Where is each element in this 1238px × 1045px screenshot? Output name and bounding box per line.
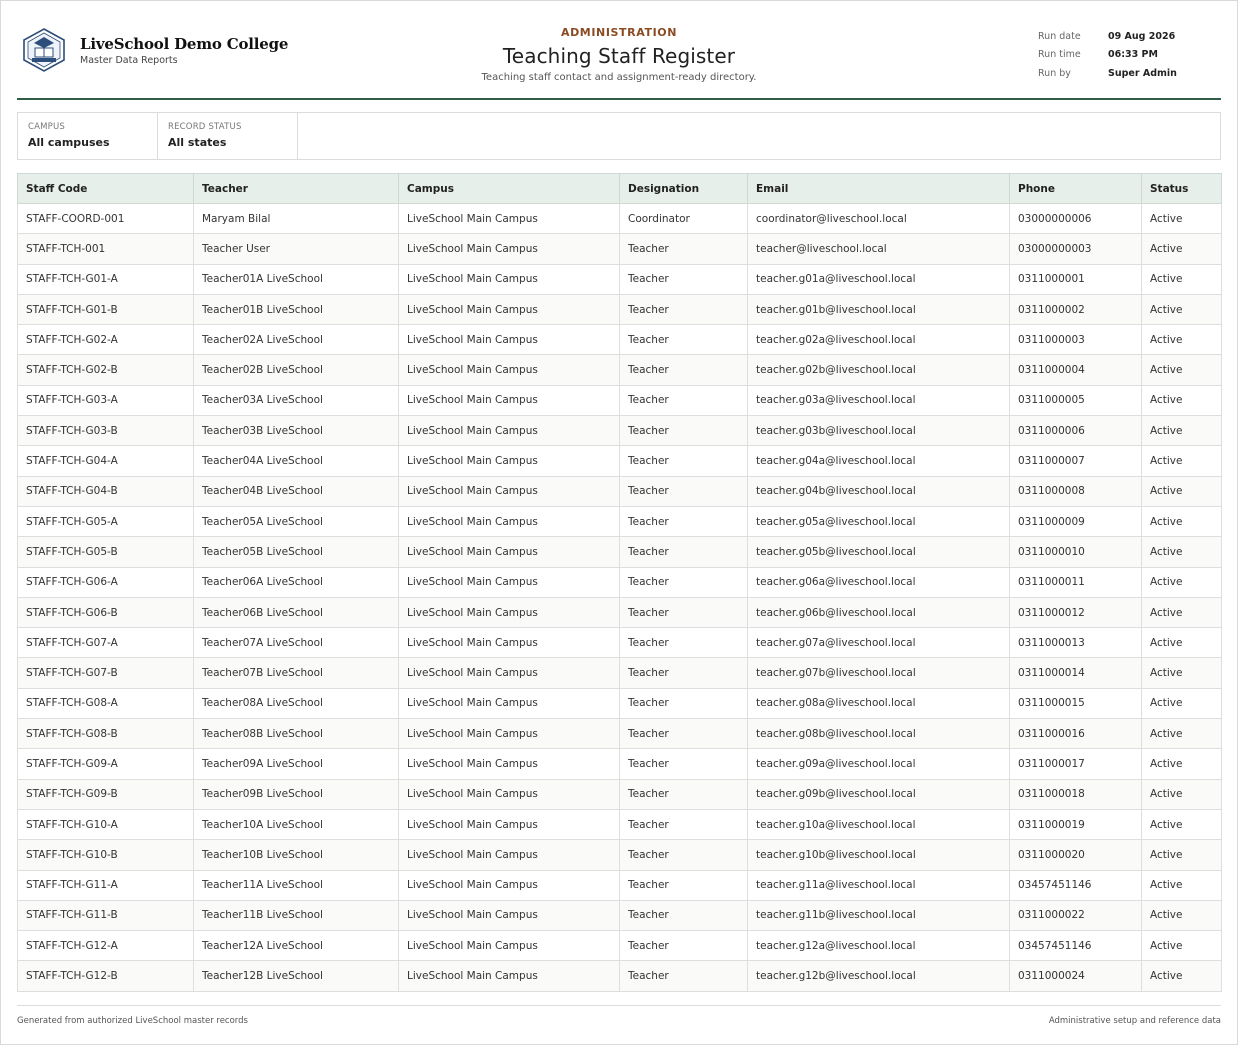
cell-designation: Teacher [620,416,748,446]
cell-email: teacher.g06a@liveschool.local [748,567,1010,597]
cell-designation: Teacher [620,597,748,627]
cell-teacher: Teacher06A LiveSchool [194,567,399,597]
cell-teacher: Teacher02B LiveSchool [194,355,399,385]
cell-staff-code: STAFF-TCH-G06-B [18,597,194,627]
cell-staff-code: STAFF-TCH-G10-B [18,840,194,870]
cell-staff-code: STAFF-TCH-G02-A [18,325,194,355]
cell-designation: Teacher [620,779,748,809]
report-header [17,0,1221,100]
run-by-value: Super Admin [1108,67,1177,79]
cell-campus: LiveSchool Main Campus [399,204,620,234]
cell-email: teacher.g05a@liveschool.local [748,506,1010,536]
cell-status: Active [1142,446,1222,476]
cell-email: teacher.g08a@liveschool.local [748,688,1010,718]
cell-phone: 0311000008 [1010,476,1142,506]
cell-status: Active [1142,355,1222,385]
cell-status: Active [1142,597,1222,627]
cell-status: Active [1142,900,1222,930]
cell-email: teacher.g11a@liveschool.local [748,870,1010,900]
run-by-label: Run by [1038,67,1071,79]
run-time-value: 06:33 PM [1108,49,1158,61]
cell-email: teacher.g11b@liveschool.local [748,900,1010,930]
table-row [18,567,1222,597]
cell-email: teacher.g10a@liveschool.local [748,809,1010,839]
cell-status: Active [1142,840,1222,870]
cell-staff-code: STAFF-TCH-G03-A [18,385,194,415]
cell-staff-code: STAFF-TCH-G03-B [18,416,194,446]
table-row [18,325,1222,355]
table-row [18,355,1222,385]
cell-status: Active [1142,416,1222,446]
staff-table [17,173,1222,992]
column-header-phone: Phone [1010,174,1142,204]
cell-designation: Teacher [620,446,748,476]
cell-status: Active [1142,567,1222,597]
cell-teacher: Teacher08B LiveSchool [194,719,399,749]
cell-campus: LiveSchool Main Campus [399,961,620,991]
column-header-teacher: Teacher [194,174,399,204]
section-kicker: ADMINISTRATION [560,26,678,39]
cell-phone: 0311000003 [1010,325,1142,355]
table-row [18,961,1222,991]
table-row [18,779,1222,809]
cell-status: Active [1142,658,1222,688]
cell-teacher: Teacher04B LiveSchool [194,476,399,506]
cell-phone: 0311000010 [1010,537,1142,567]
run-date-label: Run date [1038,30,1081,42]
cell-teacher: Teacher08A LiveSchool [194,688,399,718]
cell-staff-code: STAFF-TCH-G05-B [18,537,194,567]
cell-email: teacher@liveschool.local [748,234,1010,264]
campus-filter-label: CAMPUS [28,122,66,132]
footer-category-note: Administrative setup and reference data [1048,1016,1221,1026]
cell-staff-code: STAFF-TCH-G06-A [18,567,194,597]
table-row [18,749,1222,779]
cell-status: Active [1142,204,1222,234]
cell-designation: Teacher [620,840,748,870]
cell-phone: 0311000015 [1010,688,1142,718]
cell-phone: 0311000001 [1010,264,1142,294]
table-row [18,840,1222,870]
cell-teacher: Teacher05B LiveSchool [194,537,399,567]
column-header-campus: Campus [399,174,620,204]
cell-phone: 03457451146 [1010,870,1142,900]
cell-designation: Teacher [620,628,748,658]
cell-email: teacher.g02a@liveschool.local [748,325,1010,355]
cell-designation: Teacher [620,567,748,597]
cell-phone: 0311000013 [1010,628,1142,658]
cell-phone: 0311000006 [1010,416,1142,446]
table-row [18,446,1222,476]
table-row [18,628,1222,658]
cell-teacher: Teacher03A LiveSchool [194,385,399,415]
cell-designation: Teacher [620,325,748,355]
table-row [18,476,1222,506]
cell-teacher: Teacher12A LiveSchool [194,931,399,961]
cell-staff-code: STAFF-TCH-G01-B [18,294,194,324]
org-name: LiveSchool Demo College [80,35,289,53]
cell-status: Active [1142,385,1222,415]
cell-campus: LiveSchool Main Campus [399,900,620,930]
record-status-filter-value: All states [168,136,227,149]
cell-phone: 0311000017 [1010,749,1142,779]
cell-teacher: Teacher07A LiveSchool [194,628,399,658]
cell-status: Active [1142,325,1222,355]
cell-designation: Teacher [620,961,748,991]
table-row [18,719,1222,749]
cell-designation: Teacher [620,476,748,506]
cell-phone: 03000000006 [1010,204,1142,234]
cell-designation: Teacher [620,749,748,779]
cell-staff-code: STAFF-TCH-G11-A [18,870,194,900]
table-row [18,506,1222,536]
cell-status: Active [1142,264,1222,294]
cell-teacher: Teacher01B LiveSchool [194,294,399,324]
cell-teacher: Teacher03B LiveSchool [194,416,399,446]
cell-campus: LiveSchool Main Campus [399,294,620,324]
run-date-row [1038,27,1177,46]
cell-campus: LiveSchool Main Campus [399,325,620,355]
cell-campus: LiveSchool Main Campus [399,658,620,688]
cell-status: Active [1142,931,1222,961]
table-row [18,900,1222,930]
table-row [18,870,1222,900]
cell-email: teacher.g05b@liveschool.local [748,537,1010,567]
cell-email: coordinator@liveschool.local [748,204,1010,234]
cell-phone: 0311000011 [1010,567,1142,597]
cell-staff-code: STAFF-TCH-G09-B [18,779,194,809]
cell-designation: Teacher [620,264,748,294]
cell-staff-code: STAFF-TCH-G12-A [18,931,194,961]
cell-email: teacher.g12a@liveschool.local [748,931,1010,961]
cell-designation: Teacher [620,294,748,324]
cell-teacher: Teacher04A LiveSchool [194,446,399,476]
cell-campus: LiveSchool Main Campus [399,597,620,627]
cell-email: teacher.g07a@liveschool.local [748,628,1010,658]
cell-designation: Teacher [620,355,748,385]
table-row [18,416,1222,446]
table-row [18,597,1222,627]
cell-status: Active [1142,234,1222,264]
cell-campus: LiveSchool Main Campus [399,234,620,264]
cell-phone: 03457451146 [1010,931,1142,961]
cell-status: Active [1142,628,1222,658]
cell-email: teacher.g08b@liveschool.local [748,719,1010,749]
cell-email: teacher.g09b@liveschool.local [748,779,1010,809]
cell-phone: 0311000014 [1010,658,1142,688]
cell-phone: 0311000020 [1010,840,1142,870]
cell-phone: 0311000018 [1010,779,1142,809]
cell-campus: LiveSchool Main Campus [399,809,620,839]
cell-teacher: Teacher05A LiveSchool [194,506,399,536]
footer-source-note: Generated from authorized LiveSchool master records [17,1016,248,1026]
cell-email: teacher.g04a@liveschool.local [748,446,1010,476]
cell-designation: Teacher [620,870,748,900]
run-by-row [1038,64,1177,83]
cell-email: teacher.g07b@liveschool.local [748,658,1010,688]
cell-staff-code: STAFF-TCH-G07-A [18,628,194,658]
table-row [18,385,1222,415]
cell-campus: LiveSchool Main Campus [399,719,620,749]
cell-teacher: Maryam Bilal [194,204,399,234]
cell-teacher: Teacher10A LiveSchool [194,809,399,839]
cell-teacher: Teacher11A LiveSchool [194,870,399,900]
cell-campus: LiveSchool Main Campus [399,537,620,567]
run-date-value: 09 Aug 2026 [1108,30,1176,42]
cell-campus: LiveSchool Main Campus [399,416,620,446]
cell-designation: Teacher [620,385,748,415]
cell-staff-code: STAFF-TCH-G01-A [18,264,194,294]
report-footer [17,1005,1221,1026]
column-header-designation: Designation [620,174,748,204]
cell-phone: 0311000004 [1010,355,1142,385]
cell-staff-code: STAFF-TCH-G05-A [18,506,194,536]
cell-email: teacher.g03a@liveschool.local [748,385,1010,415]
cell-staff-code: STAFF-TCH-G08-B [18,719,194,749]
cell-email: teacher.g10b@liveschool.local [748,840,1010,870]
cell-status: Active [1142,294,1222,324]
cell-teacher: Teacher06B LiveSchool [194,597,399,627]
cell-phone: 0311000024 [1010,961,1142,991]
cell-email: teacher.g06b@liveschool.local [748,597,1010,627]
cell-status: Active [1142,719,1222,749]
cell-status: Active [1142,537,1222,567]
cell-campus: LiveSchool Main Campus [399,749,620,779]
cell-phone: 0311000005 [1010,385,1142,415]
cell-designation: Teacher [620,506,748,536]
cell-teacher: Teacher10B LiveSchool [194,840,399,870]
cell-teacher: Teacher12B LiveSchool [194,961,399,991]
cell-status: Active [1142,749,1222,779]
cell-teacher: Teacher User [194,234,399,264]
cell-designation: Teacher [620,809,748,839]
cell-phone: 0311000016 [1010,719,1142,749]
cell-staff-code: STAFF-TCH-G02-B [18,355,194,385]
cell-campus: LiveSchool Main Campus [399,264,620,294]
campus-filter [18,113,158,159]
cell-phone: 0311000012 [1010,597,1142,627]
cell-campus: LiveSchool Main Campus [399,506,620,536]
cell-phone: 0311000002 [1010,294,1142,324]
cell-staff-code: STAFF-TCH-G12-B [18,961,194,991]
cell-campus: LiveSchool Main Campus [399,779,620,809]
cell-status: Active [1142,779,1222,809]
cell-status: Active [1142,688,1222,718]
staff-table-body [18,204,1222,992]
cell-campus: LiveSchool Main Campus [399,870,620,900]
cell-phone: 0311000009 [1010,506,1142,536]
cell-email: teacher.g03b@liveschool.local [748,416,1010,446]
cell-email: teacher.g02b@liveschool.local [748,355,1010,385]
cell-phone: 0311000022 [1010,900,1142,930]
column-header-email: Email [748,174,1010,204]
cell-designation: Teacher [620,234,748,264]
cell-staff-code: STAFF-TCH-G04-B [18,476,194,506]
table-row [18,809,1222,839]
cell-staff-code: STAFF-TCH-G10-A [18,809,194,839]
cell-staff-code: STAFF-TCH-G09-A [18,749,194,779]
cell-staff-code: STAFF-TCH-G07-B [18,658,194,688]
cell-campus: LiveSchool Main Campus [399,355,620,385]
cell-staff-code: STAFF-COORD-001 [18,204,194,234]
cell-teacher: Teacher07B LiveSchool [194,658,399,688]
report-subtitle: Teaching staff contact and assignment-ready directory. [481,72,757,83]
cell-phone: 03000000003 [1010,234,1142,264]
cell-designation: Teacher [620,688,748,718]
table-row [18,931,1222,961]
cell-campus: LiveSchool Main Campus [399,446,620,476]
record-status-filter [158,113,298,159]
cell-email: teacher.g12b@liveschool.local [748,961,1010,991]
cell-designation: Teacher [620,658,748,688]
cell-status: Active [1142,506,1222,536]
cell-teacher: Teacher11B LiveSchool [194,900,399,930]
report-title: Teaching Staff Register [502,44,736,68]
cell-campus: LiveSchool Main Campus [399,931,620,961]
cell-staff-code: STAFF-TCH-G04-A [18,446,194,476]
cell-teacher: Teacher01A LiveSchool [194,264,399,294]
cell-staff-code: STAFF-TCH-G08-A [18,688,194,718]
cell-email: teacher.g04b@liveschool.local [748,476,1010,506]
cell-designation: Teacher [620,719,748,749]
cell-campus: LiveSchool Main Campus [399,628,620,658]
org-subtitle: Master Data Reports [80,55,178,66]
cell-phone: 0311000019 [1010,809,1142,839]
cell-teacher: Teacher02A LiveSchool [194,325,399,355]
cell-designation: Teacher [620,537,748,567]
cell-email: teacher.g01a@liveschool.local [748,264,1010,294]
filter-bar [17,112,1221,160]
column-header-status: Status [1142,174,1222,204]
table-row [18,294,1222,324]
cell-campus: LiveSchool Main Campus [399,476,620,506]
campus-filter-value: All campuses [28,136,110,149]
run-meta [1038,27,1177,83]
cell-designation: Coordinator [620,204,748,234]
cell-staff-code: STAFF-TCH-G11-B [18,900,194,930]
cell-email: teacher.g01b@liveschool.local [748,294,1010,324]
table-row [18,234,1222,264]
table-header-row [18,174,1222,204]
cell-campus: LiveSchool Main Campus [399,567,620,597]
cell-status: Active [1142,870,1222,900]
run-time-row [1038,46,1177,65]
cell-teacher: Teacher09A LiveSchool [194,749,399,779]
cell-campus: LiveSchool Main Campus [399,385,620,415]
cell-status: Active [1142,476,1222,506]
table-row [18,658,1222,688]
cell-phone: 0311000007 [1010,446,1142,476]
cell-staff-code: STAFF-TCH-001 [18,234,194,264]
table-row [18,688,1222,718]
record-status-filter-label: RECORD STATUS [168,122,242,132]
cell-campus: LiveSchool Main Campus [399,688,620,718]
cell-campus: LiveSchool Main Campus [399,840,620,870]
cell-teacher: Teacher09B LiveSchool [194,779,399,809]
cell-status: Active [1142,809,1222,839]
table-row [18,537,1222,567]
column-header-staff-code: Staff Code [18,174,194,204]
cell-status: Active [1142,961,1222,991]
table-row [18,204,1222,234]
cell-designation: Teacher [620,931,748,961]
cell-designation: Teacher [620,900,748,930]
cell-email: teacher.g09a@liveschool.local [748,749,1010,779]
table-row [18,264,1222,294]
run-time-label: Run time [1038,49,1081,61]
